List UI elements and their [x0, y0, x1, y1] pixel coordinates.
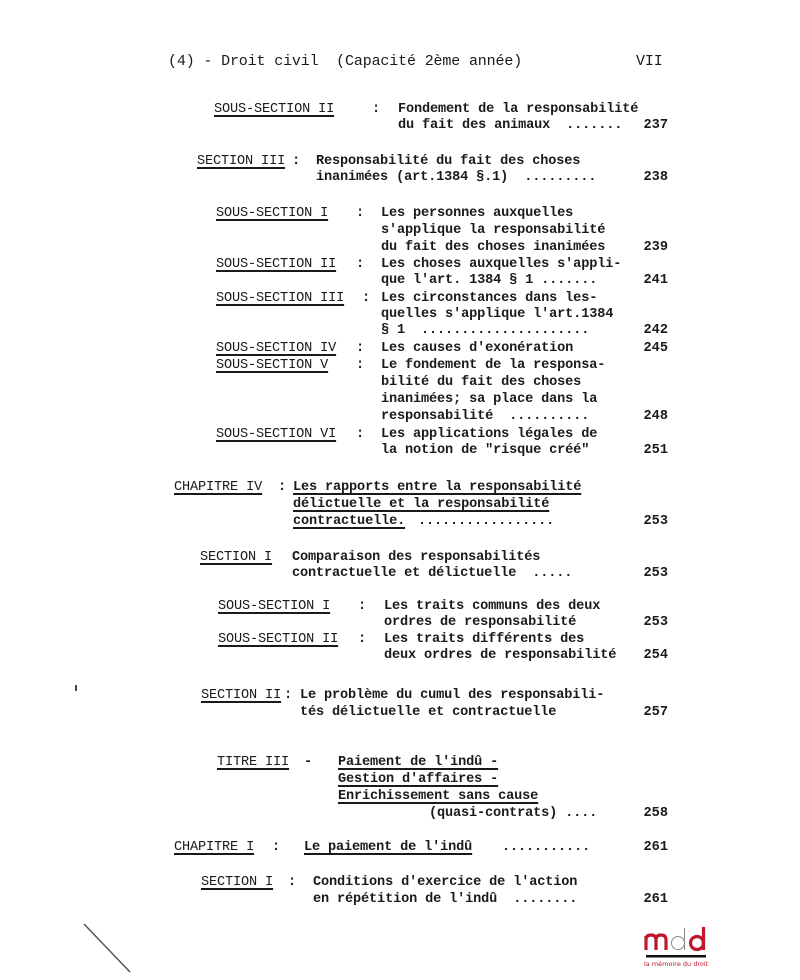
entry-text-line: Les choses auxquelles s'appli- [381, 257, 622, 272]
entry-page: 251 [643, 443, 668, 458]
entry-text-line: Les applications légales de [381, 427, 598, 442]
entry-page: 258 [643, 806, 668, 821]
entry-page: 242 [643, 323, 668, 338]
entry-text-line: Les personnes auxquelles [381, 206, 574, 221]
entry-page: 254 [643, 648, 668, 663]
entry-separator: : [356, 341, 365, 356]
entry-separator: : [372, 102, 381, 117]
entry-text-line: Enrichissement sans cause [338, 789, 539, 804]
entry-text-line: du fait des animaux ....... [398, 118, 623, 133]
entry-separator: : [278, 480, 287, 495]
entry-text-line: du fait des choses inanimées [381, 240, 606, 255]
entry-separator: - [304, 755, 313, 770]
entry-page: 248 [643, 409, 668, 424]
entry-label: SECTION III [197, 154, 286, 169]
entry-label: SECTION I [201, 875, 274, 890]
entry-page: 245 [643, 341, 668, 356]
entry-text-line: Paiement de l'indû - [338, 755, 499, 770]
entry-text-line: s'applique la responsabilité [381, 223, 606, 238]
mdd-logo [640, 920, 720, 972]
entry-text-line: Le problème du cumul des responsabili- [300, 688, 605, 703]
entry-text-line: Comparaison des responsabilités [292, 550, 541, 565]
entry-label: SOUS-SECTION III [216, 291, 345, 306]
entry-text-line: Le fondement de la responsa- [381, 358, 606, 373]
entry-label: SOUS-SECTION I [218, 599, 331, 614]
entry-text-line: en répétition de l'indû ........ [313, 892, 578, 907]
entry-page: 253 [643, 615, 668, 630]
entry-page: 241 [643, 273, 668, 288]
entry-label: SOUS-SECTION II [214, 102, 335, 117]
entry-text-line: Fondement de la responsabilité [398, 102, 639, 117]
entry-separator: : [356, 206, 365, 221]
entry-text-line: Le paiement de l'indû [304, 840, 473, 855]
entry-page: 238 [643, 170, 668, 185]
entry-text-line: deux ordres de responsabilité [384, 648, 617, 663]
document-header-title: (4) - Droit civil (Capacité 2ème année) [168, 53, 523, 70]
entry-separator: : [362, 291, 371, 306]
entry-text-line: § 1 ..................... [381, 323, 590, 338]
entry-text-line: inanimées (art.1384 §.1) ......... [316, 170, 597, 185]
entry-page: 237 [643, 118, 668, 133]
entry-text-line: contractuelle et délictuelle ..... [292, 566, 573, 581]
entry-text-line: Les causes d'exonération [381, 341, 574, 356]
entry-text-line: contractuelle. [293, 514, 406, 529]
entry-label: SOUS-SECTION II [218, 632, 339, 647]
entry-separator: : [292, 154, 301, 169]
entry-leader-dots: ................. [418, 514, 555, 529]
entry-text-line: Responsabilité du fait des choses [316, 154, 581, 169]
entry-label: SECTION II [201, 688, 282, 703]
entry-text-line: inanimées; sa place dans la [381, 392, 598, 407]
entry-text-line: la notion de "risque créé" [381, 443, 590, 458]
entry-text-line: tés délictuelle et contractuelle [300, 705, 557, 720]
entry-text-line: quelles s'applique l'art.1384 [381, 307, 614, 322]
page-number-roman: VII [636, 53, 663, 70]
entry-text-line: ordres de responsabilité [384, 615, 577, 630]
entry-page: 257 [643, 705, 668, 720]
scan-line-mark [80, 920, 140, 980]
entry-text-line: Gestion d'affaires - [338, 772, 499, 787]
entry-leader-dots: ........... [502, 840, 591, 855]
entry-label: SOUS-SECTION V [216, 358, 329, 373]
entry-label: SOUS-SECTION VI [216, 427, 337, 442]
entry-text-line: Les traits communs des deux [384, 599, 601, 614]
entry-separator: : [358, 599, 367, 614]
entry-label: SOUS-SECTION II [216, 257, 337, 272]
entry-page: 239 [643, 240, 668, 255]
entry-text-line: Les circonstances dans les- [381, 291, 598, 306]
entry-label: CHAPITRE I [174, 840, 255, 855]
entry-separator: : [356, 257, 365, 272]
entry-text-line: délictuelle et la responsabilité [293, 497, 550, 512]
entry-text-line: que l'art. 1384 § 1 ....... [381, 273, 598, 288]
entry-text-line: Les traits différents des [384, 632, 585, 647]
entry-separator: : [288, 875, 297, 890]
entry-separator: : [284, 688, 293, 703]
entry-page: 261 [643, 892, 668, 907]
entry-page: 253 [643, 566, 668, 581]
entry-text-line: Conditions d'exercice de l'action [313, 875, 578, 890]
entry-label: SOUS-SECTION IV [216, 341, 337, 356]
entry-page: 253 [643, 514, 668, 529]
entry-label: TITRE III [217, 755, 290, 770]
entry-label: SOUS-SECTION I [216, 206, 329, 221]
entry-label: SECTION I [200, 550, 273, 565]
entry-text-line: (quasi-contrats) .... [429, 806, 598, 821]
logo-tagline: la mémoire du droit [644, 960, 709, 968]
entry-text-line: bilité du fait des choses [381, 375, 582, 390]
entry-text-line: Les rapports entre la responsabilité [293, 480, 582, 495]
entry-separator: : [358, 632, 367, 647]
entry-separator: : [356, 358, 365, 373]
entry-page: 261 [643, 840, 668, 855]
entry-label: CHAPITRE IV [174, 480, 263, 495]
scan-mark [75, 685, 77, 691]
entry-separator: : [272, 840, 281, 855]
entry-text-line: responsabilité .......... [381, 409, 590, 424]
entry-separator: : [356, 427, 365, 442]
